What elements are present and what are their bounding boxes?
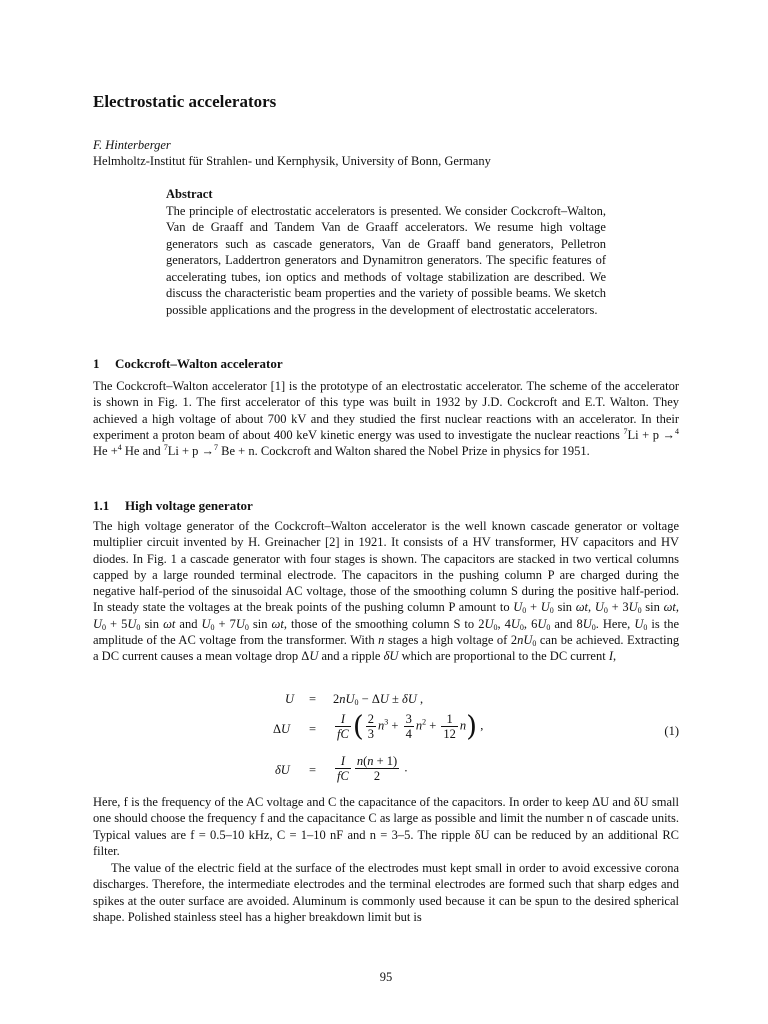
equation-number: (1) (664, 724, 679, 738)
section-1-1-paragraph-3: The value of the electric field at the surface of the electrodes must kept small in order to avoid excessive corona discharges. Therefore, the intermediate electrodes and the terminal electrodes are formed such that sharp edges and spikes at the outer surface are avoided. Aluminum is commonly used because it can be spun to the desired spherical shape. Polished stainless steel has a higher breakdown limit but is (93, 861, 679, 924)
ripple-text: and a ripple (321, 649, 381, 664)
current-symbol: I (608, 649, 613, 664)
author-name: F. Hinterberger (93, 138, 171, 152)
hv-generator-text: The high voltage generator of the Cockcroft–Walton accelerator is the well known cascade generator or voltage multiplier circuit invented by H. Greinacher [2] in 1921. It consists of a HV transformer, HV capacitors and HV diodes. In Fig. 1 a cascade generator with four stages is shown. The capacitors are stacked in two vertical columns capped by a large rounded terminal electrode. The capacitors in the pushing column P are charged during the negative half-period of the sinusoidal AC voltage, those of the smoothing column S during the positive half-period. In steady state the voltages at the break points of the pushing column P amount to (93, 519, 679, 615)
section-1-heading (93, 356, 283, 372)
stages-text: stages a high voltage of (387, 633, 508, 648)
abstract-text: The principle of electrostatic accelerators is presented. We consider Cockcroft–Walton, Van de Graaff and Tandem Van de Graaff accelerators. We resume high voltage generators such as cascade generators, Van de Graaff band generators, Pelletron generators, Laddertron generators and Dynamitron generators. The specific features of accelerating tubes, ion optics and methods of voltage stabilization are described. We discuss the characteristic beam properties and the variety of possible beams. We sketch possible applications and the progress in the development of electrostatic accelerators. (166, 203, 606, 317)
section-1-1-title: High voltage generator (125, 498, 253, 513)
author-affiliation: Helmholtz-Institut für Strahlen- und Kernphysik, University of Bonn, Germany (93, 154, 491, 168)
dc-current-text: can be achieved. Extracting a DC current causes a mean voltage drop (93, 633, 680, 664)
proportional-text: which are proportional to the DC current (401, 649, 606, 664)
smoothing-column-voltages: $2U_0$, $4U_0$, $6U_0$ and $8U_0$ (478, 616, 596, 632)
paper-title: Electrostatic accelerators (93, 92, 277, 111)
section-1-1-paragraph-1: The high voltage generator of the Cockcroft–Walton accelerator is the well known cascade generator or voltage multiplier circuit invented by H. Greinacher [2] in 1921. It consists of a HV transformer, HV capacitors and HV diodes. In Fig. 1 a cascade generator with four stages is shown. The capacitors are stacked in two vertical columns capped by a large rounded terminal electrode. The capacitors in the pushing column P are charged during the negative half-period of the sinusoidal AC voltage, those of the smoothing column S during the positive half-period. In steady state the voltages at the break points of the pushing column P amount to $U_0 + U_0$ sin ωt, $U_0 + 3U_0$ sin ωt, $U_0 + 5U_0$ sin ωt and $U_0 + 7U_0$ sin ωt, those of the smoothing column S to $2U_0$, $4U_0$, $6U_0$ and $8U_0$. Here, $U_0$ is the amplitude of the AC voltage from the transformer. With n stages a high voltage of $2nU_0$ can be achieved. Extracting a DC current causes a mean voltage drop ΔU and a ripple δU which are proportional to the DC current I, (93, 519, 680, 664)
u0-symbol: $U_0$ (634, 616, 648, 632)
smoothing-column-text: those of the smoothing column S to (291, 616, 475, 631)
here-text: . Here, (595, 616, 631, 631)
high-voltage-formula: $2nU_0$ (510, 633, 537, 649)
delta-u-symbol: ΔU (301, 649, 319, 664)
amplitude-text: is the amplitude of the AC voltage from the transformer. With (93, 616, 680, 648)
page-number: 95 (379, 970, 393, 984)
equation-1: U = $2nU_0 - \Delta U \pm \delta U$ , ΔU = $\frac{I}{fC}$ ( $\frac{2}{3}$ $n^3$ + $\frac{3}{4}$ $n^2$ + $\frac{1}{12}$ n) , δU = $\frac{I}{fC}$ $\frac{n(n + 1)}{2}$ . (1) (273, 692, 679, 783)
n-symbol: n (378, 633, 385, 648)
section-1-paragraph (93, 378, 679, 459)
section-1-text-b: . Cockcroft and Walton shared the Nobel Prize in physics for 1951. (254, 444, 590, 459)
section-1-1-heading (93, 498, 253, 514)
abstract-heading: Abstract (166, 187, 213, 201)
nuclear-reactions-formula: $^7$Li + p →$^4$ He +$^4$ He and $^7$Li + p →$^7$ Be + n (93, 426, 679, 459)
section-1-number: 1 (93, 356, 100, 371)
section-1-1-number: 1.1 (93, 498, 110, 513)
pushing-column-voltages: $U_0 + U_0$ sin ωt, $U_0 + 3U_0$ sin ωt, $U_0 + 5U_0$ sin ωt and $U_0 + 7U_0$ sin ωt, (93, 600, 680, 632)
section-1-1-paragraph-2: Here, f is the frequency of the AC voltage and C the capacitance of the capacitors. In order to keep ΔU and δU small one should choose the frequency f and the capacitance C as large as possible and limit the number n of cascade units. Typical values are f = 0.5–10 kHz, C = 1–10 nF and n = 3–5. The ripple δU can be reduced by an additional RC filter. (93, 795, 679, 858)
section-1-text-a: The Cockcroft–Walton accelerator [1] is the prototype of an electrostatic accelerator. The scheme of the accelerator is shown in Fig. 1. The first accelerator of this type was built in 1932 by J.D. Cockcroft and E.T. Walton. They achieved a high voltage of about 700 kV and they studied the first nuclear reactions with an accelerator. In their experiment a proton beam of about 400 keV kinetic energy was used to investigate the nuclear reactions (93, 379, 679, 442)
ripple-symbol: δU (383, 649, 399, 664)
paper-page (93, 0, 679, 1024)
abstract (166, 186, 606, 318)
section-1-title: Cockcroft–Walton accelerator (115, 356, 283, 371)
